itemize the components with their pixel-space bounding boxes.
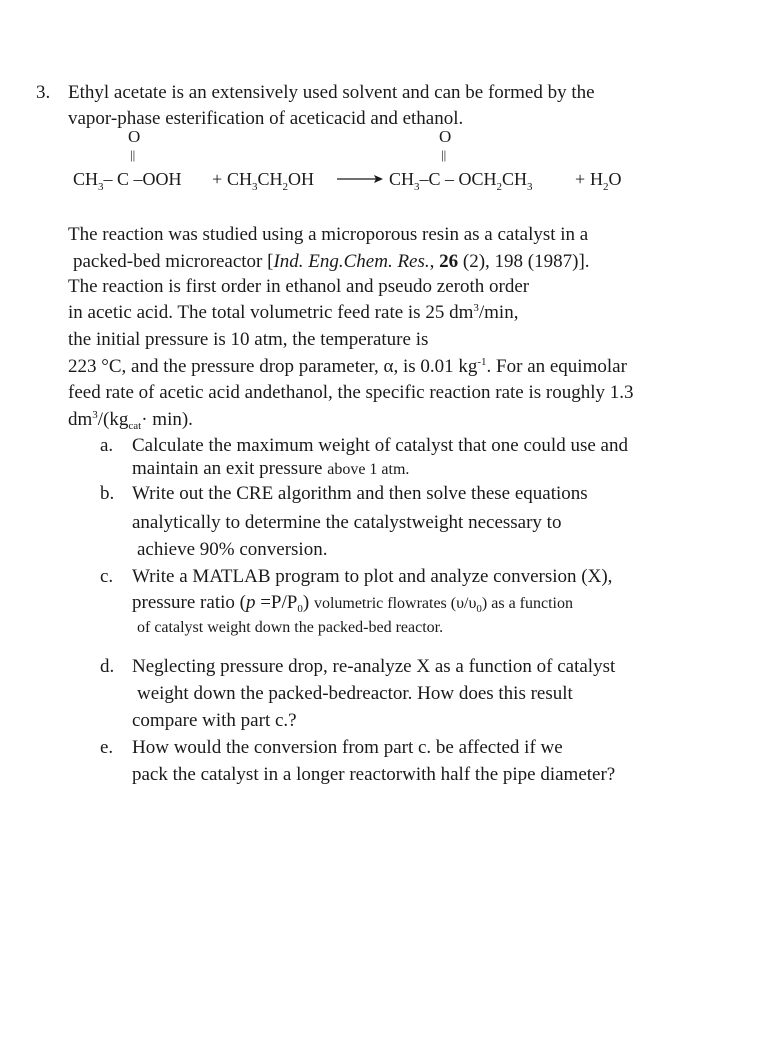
carbonyl-oxygen-2: O bbox=[439, 127, 452, 146]
product-water: $H_2O$ bbox=[590, 169, 622, 193]
part-d-label: d. bbox=[100, 656, 115, 677]
body-line-6: 223 °C, and the pressure drop parameter, α, is 0.01 $kg^{-1}$. For an equimolar bbox=[68, 356, 627, 377]
intro-line-2: vapor-phase esterification of aceticacid and ethanol. bbox=[68, 108, 464, 129]
plus-sign-2: + bbox=[575, 169, 586, 189]
part-d-line-1: Neglecting pressure drop, re-analyze X as a function of catalyst bbox=[132, 656, 616, 677]
reactant-acetic-acid: $CH_3-$ C –OOH bbox=[73, 169, 182, 193]
part-e-line-2: pack the catalyst in a longer reactorwith half the pipe diameter? bbox=[132, 764, 616, 785]
plus-sign-1: + bbox=[212, 169, 223, 189]
part-b-label: b. bbox=[100, 483, 115, 504]
reaction-arrow bbox=[336, 172, 384, 186]
part-d-line-2: weight down the packed-bedreactor. How does this result bbox=[137, 683, 573, 704]
part-c-line-1: Write a MATLAB program to plot and analyze conversion (X), bbox=[132, 566, 613, 587]
body-line-7: feed rate of acetic acid andethanol, the specific reaction rate is roughly 1.3 bbox=[68, 382, 634, 403]
body-line-5: the initial pressure is 10 atm, the temperature is bbox=[68, 329, 429, 350]
reactant-ethanol: $CH_3CH_2OH$ bbox=[227, 169, 315, 193]
double-bond-2: || bbox=[441, 147, 447, 162]
part-b-line-1: Write out the CRE algorithm and then solve these equations bbox=[132, 483, 588, 504]
part-c-line-3: of catalyst weight down the packed-bed reactor. bbox=[137, 619, 444, 636]
double-bond-1: || bbox=[130, 147, 136, 162]
part-e-line-1: How would the conversion from part c. be affected if we bbox=[132, 737, 563, 758]
body-line-2: packed-bed microreactor [Ind. Eng.Chem. Res., 26 (2), 198 (1987)]. bbox=[73, 251, 590, 272]
part-b-line-2: analytically to determine the catalystweight necessary to bbox=[132, 512, 562, 533]
part-a-line-1: Calculate the maximum weight of catalyst that one could use and bbox=[132, 435, 628, 456]
intro-line-1: Ethyl acetate is an extensively used solvent and can be formed by the bbox=[68, 82, 595, 103]
body-line-8: $dm^3/(kg_{cat}\cdot \min)$. bbox=[68, 409, 193, 432]
journal-citation: Ind. Eng.Chem. Res. bbox=[273, 251, 430, 272]
problem-number: 3. bbox=[36, 82, 51, 103]
carbonyl-oxygen-1: O bbox=[128, 127, 141, 146]
part-c-line-2: pressure ratio $(p =P/P_0)$ volumetric flowrates $(\upsilon/\upsilon_0)$ as a function bbox=[132, 592, 573, 615]
part-c-label: c. bbox=[100, 566, 114, 587]
part-e-label: e. bbox=[100, 737, 114, 758]
body-line-3: The reaction is first order in ethanol and pseudo zeroth order bbox=[68, 276, 530, 297]
part-d-line-3: compare with part c.? bbox=[132, 710, 297, 731]
body-line-4: in acetic acid. The total volumetric feed rate is 25 $dm^3/\min$, bbox=[68, 302, 519, 323]
part-a-line-2: maintain an exit pressure above 1 atm. bbox=[132, 458, 410, 479]
body-line-1: The reaction was studied using a microporous resin as a catalyst in a bbox=[68, 224, 589, 245]
part-a-label: a. bbox=[100, 435, 114, 456]
part-b-line-3: achieve 90% conversion. bbox=[137, 539, 328, 560]
product-ethyl-acetate: $CH_3-C - OCH_2CH_3$ bbox=[389, 169, 533, 193]
